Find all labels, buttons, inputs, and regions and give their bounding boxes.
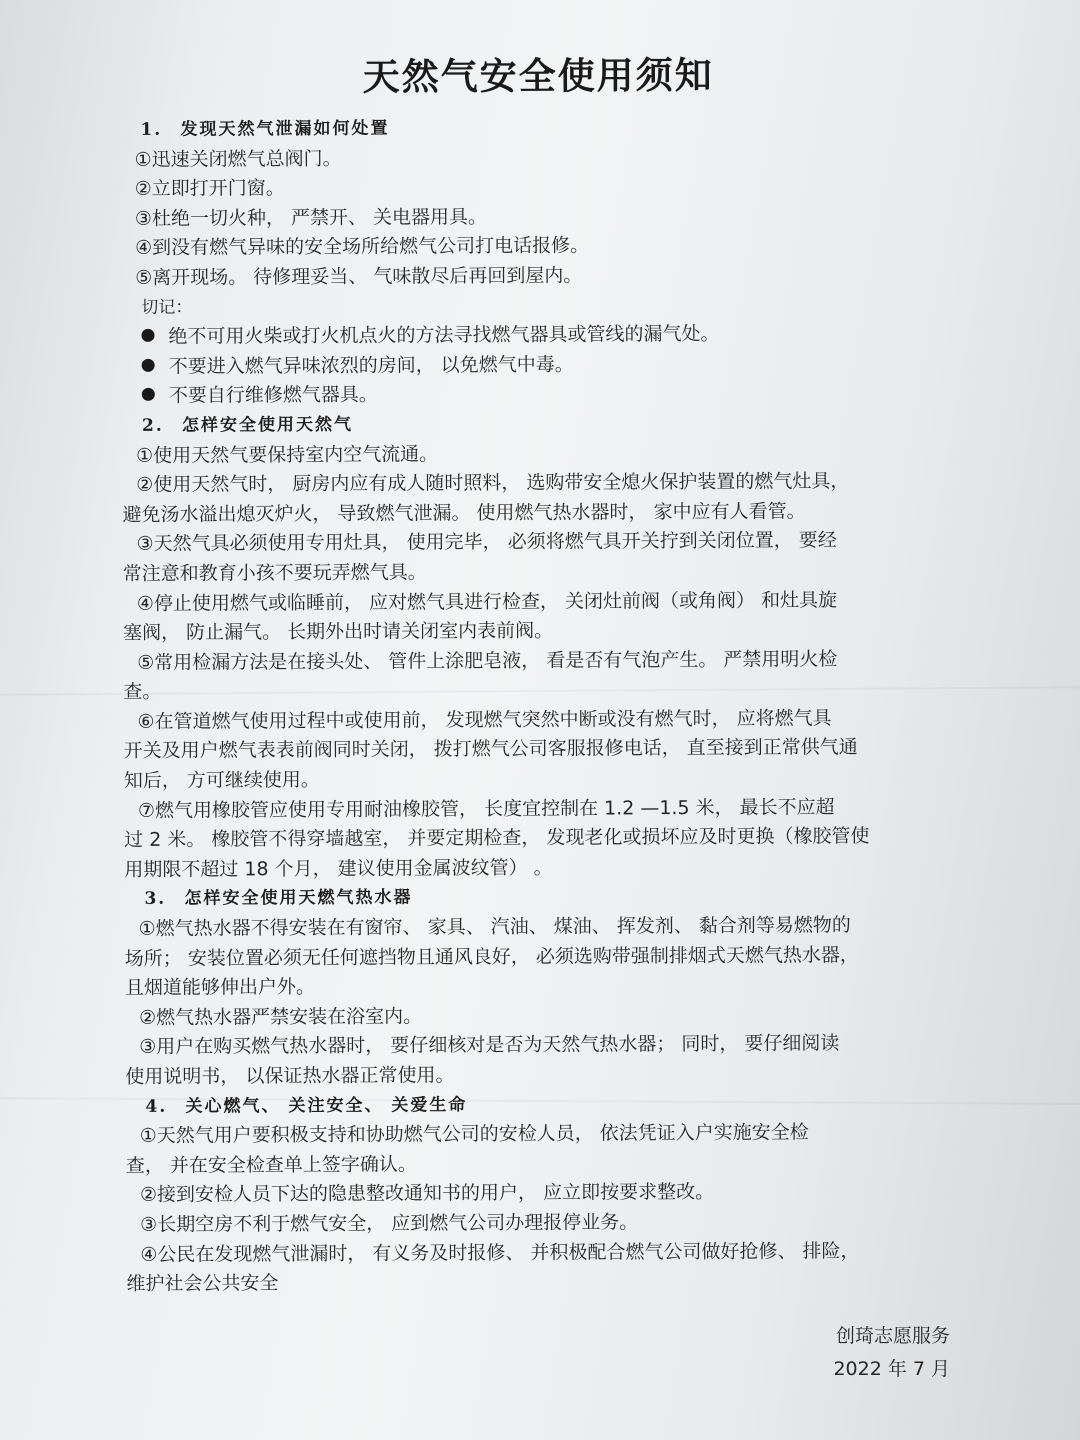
list-item-continued: 避免汤水溢出熄灭炉火， 导致燃气泄漏。 使用燃气热水器时， 家中应有人看管。 (122, 500, 806, 526)
list-item: ②接到安检人员下达的隐患整改通知书的用户， 应立即按要求整改。 (139, 1181, 715, 1207)
list-item-continued: 知后， 方可继续使用。 (123, 769, 320, 793)
section-number: 3. (144, 889, 167, 910)
bullet-item (119, 319, 959, 353)
section-title: 怎样安全使用天然气 (181, 414, 354, 436)
list-item: ⑤离开现场。 待修理妥当、 气味散尽后再回到屋内。 (135, 264, 583, 289)
bullet-text: 不要进入燃气异味浓烈的房间， 以免燃气中毒。 (168, 353, 574, 378)
list-item: ④停止使用燃气或临睡前， 应对燃气具进行检查， 关闭灶前阀（或角阀） 和灶具旋 (136, 588, 838, 615)
list-item: ②立即打开门窗。 (134, 177, 285, 201)
list-item: ②燃气热水器严禁安装在浴室内。 (139, 1005, 423, 1029)
section-number: 1. (140, 119, 163, 140)
list-item: ⑥在管道燃气使用过程中或使用前， 发现燃气突然中断或没有燃气时， 应将燃气具 (137, 707, 832, 733)
section-title: 关心燃气、 关注安全、 关爱生命 (185, 1094, 468, 1117)
bullet-dot-icon (142, 388, 155, 401)
list-item: ①天然气用户要积极支持和协助燃气公司的安检人员， 依法凭证入户实施安全检 (139, 1121, 809, 1148)
section-2-heading (120, 408, 960, 442)
list-item-continued: 且烟道能够伸出户外。 (124, 976, 315, 1000)
list-item: ①使用天然气要保持室内空气流通。 (136, 442, 439, 467)
list-item-continued: 塞阀， 防止漏气。 长期外出时请关闭室内表前阀。 (122, 619, 554, 645)
list-item-continued: 查。 (123, 681, 162, 704)
list-item-continued: 常注意和教育小孩不要玩弄燃气具。 (122, 561, 427, 585)
bullet-item (120, 378, 960, 412)
section-number: 4. (145, 1096, 168, 1117)
notice-sheet (118, 46, 965, 1300)
list-item: ③长期空房不利于燃气安全， 应到燃气公司办理报停业务。 (140, 1211, 639, 1236)
note-label: 切记： (141, 297, 193, 318)
list-item-continued: 开关及用户燃气表表前阀同时关闭， 拨打燃气公司客服报修电话， 直至接到正常供气通 (123, 736, 858, 763)
section-4-heading (123, 1088, 963, 1122)
list-item: ④到没有燃气异味的安全场所给燃气公司打电话报修。 (134, 234, 590, 260)
section-title: 发现天然气泄漏如何处置 (180, 118, 390, 140)
list-item: ③杜绝一切火种， 严禁开、 关电器用具。 (134, 205, 488, 230)
list-item-continued: 场所； 安装位置必须无任何遮挡物且通风良好， 必须选购带强制排烟式天燃气热水器， (124, 943, 859, 970)
list-item: ①燃气热水器不得安装在有窗帘、 家具、 汽油、 煤油、 挥发剂、 黏合剂等易燃物的 (138, 914, 851, 940)
section-1-heading (118, 112, 958, 146)
list-item-continued: 查， 并在安全检查单上签字确认。 (125, 1153, 417, 1177)
list-item: ⑤常用检漏方法是在接头处、 管件上涂肥皂液， 看是否有气泡产生。 严禁用明火检 (137, 647, 838, 674)
section-title: 怎样安全使用天燃气热水器 (184, 887, 413, 910)
list-item: ④公民在发现燃气泄漏时， 有义务及时报修、 并积极配合燃气公司做好抢修、 排险， (140, 1239, 860, 1266)
list-item: ⑦燃气用橡胶管应使用专用耐油橡胶管， 长度宜控制在 1.2 —1.5 米， 最长不应超 (137, 795, 835, 822)
list-item: ③用户在购买燃气热水器时， 要仔细核对是否为天然气热水器； 同时， 要仔细阅读 (139, 1032, 840, 1059)
list-item: ③天然气具必须使用专用灶具， 使用完毕， 必须将燃气具开关拧到关闭位置， 要经 (136, 529, 837, 556)
list-item-continued: 用期限不超过 18 个月， 建议使用金属波纹管） 。 (124, 856, 553, 881)
bullet-dot-icon (142, 359, 155, 372)
list-item-continued: 过 2 米。 橡胶管不得穿墙越室， 并要定期检查， 发现老化或损坏应及时更换（橡胶管使 (124, 825, 870, 852)
bullet-dot-icon (141, 329, 154, 342)
bullet-text: 绝不可用火柴或打火机点火的方法寻找燃气器具或管线的漏气处。 (168, 323, 720, 348)
section-3-heading (122, 881, 962, 915)
signature-organization: 创琦志愿服务 (835, 1325, 950, 1347)
notice-title: 天然气安全使用须知 (362, 53, 714, 99)
bullet-item (120, 348, 960, 382)
section-number: 2. (141, 415, 164, 436)
list-item: ①迅速关闭燃气总阀门。 (134, 147, 342, 171)
bullet-text: 不要自行维修燃气器具。 (168, 383, 378, 408)
list-item-continued: 使用说明书， 以保证热水器正常使用。 (125, 1064, 455, 1088)
list-item-continued: 维护社会公共安全 (126, 1272, 279, 1296)
signature-date: 2022 年 7 月 (833, 1358, 950, 1380)
list-item: ②使用天然气时， 厨房内应有成人随时照料， 选购带安全熄火保护装置的燃气灶具， (136, 470, 850, 497)
